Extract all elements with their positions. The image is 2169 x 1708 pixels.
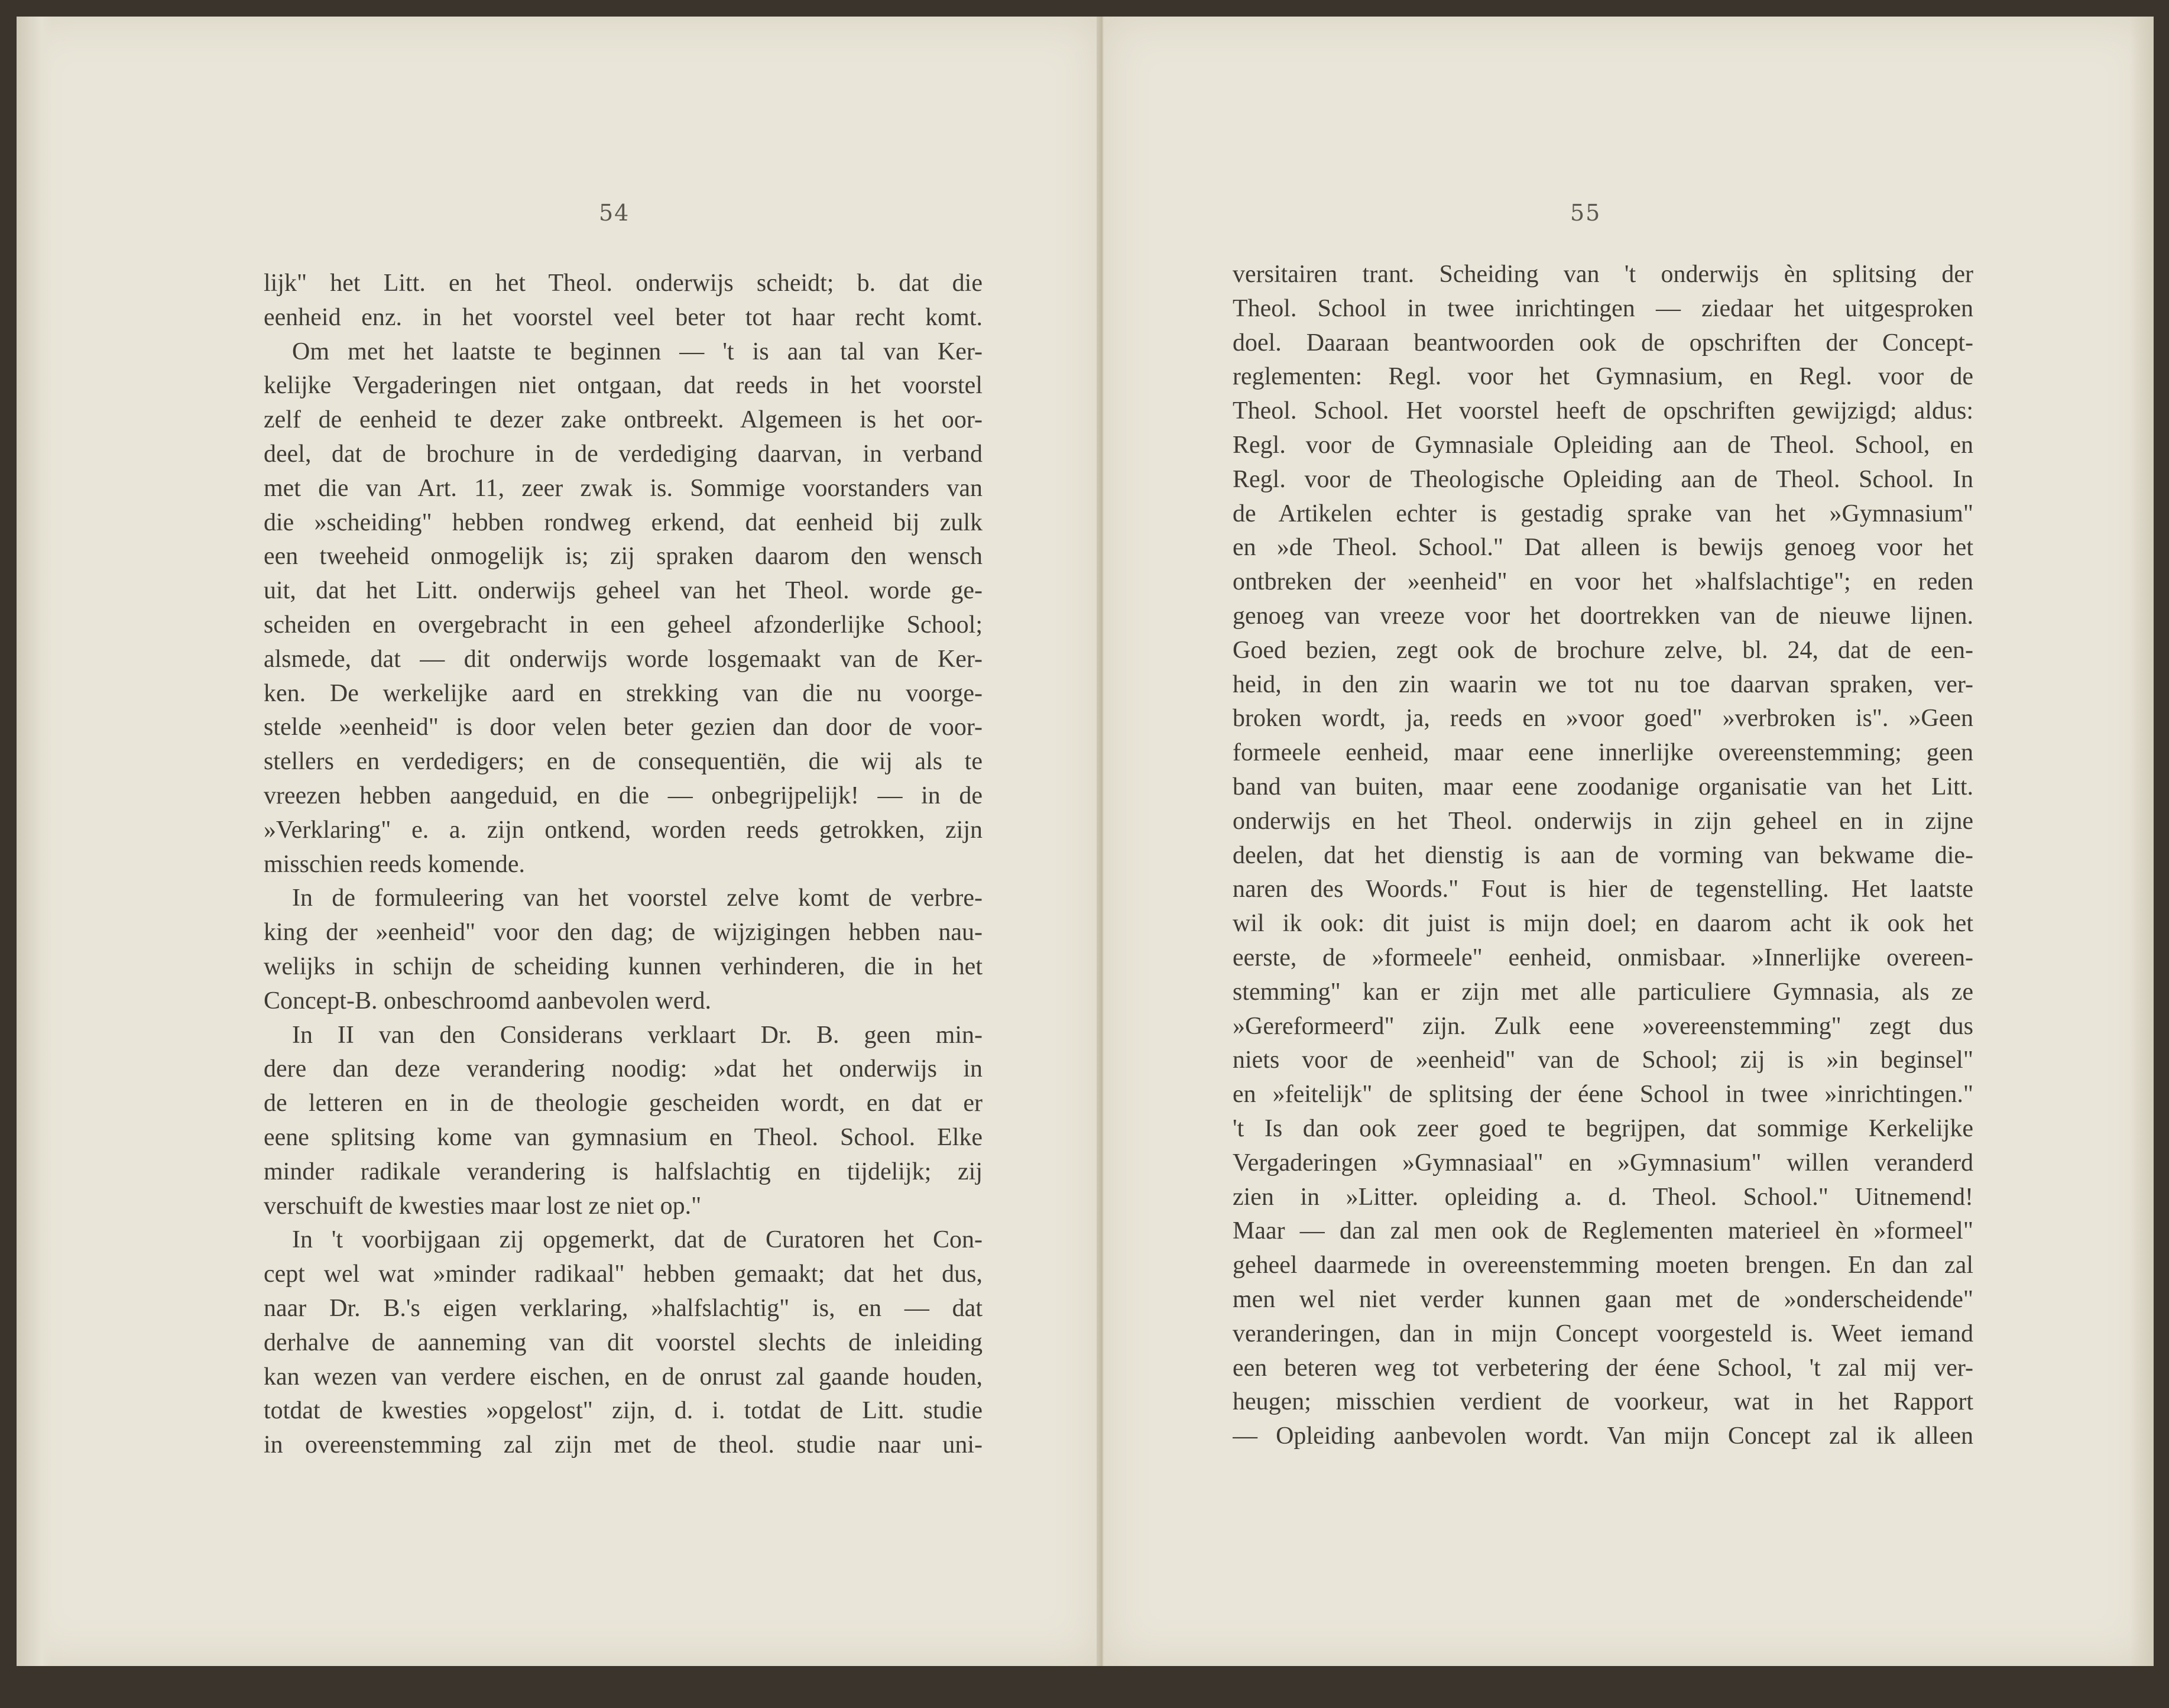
text-line: heid, in den zin waarin we tot nu toe daarvan spraken, ver- (1233, 670, 1973, 698)
text-line: geheel daarmede in overeenstemming moeten brengen. En dan zal (1233, 1252, 1973, 1279)
text-line: stelde »eenheid" is door velen beter gezien dan door de voor- (264, 714, 983, 741)
page-number-right: 55 (1570, 200, 1601, 226)
text-line: die »scheiding" hebben rondweg erkend, dat eenheid bij zulk (264, 508, 983, 536)
text-line: »Gereformeerd" zijn. Zulk eene »overeenstemming" zegt dus (1233, 1012, 1973, 1040)
text-line: stellers en verdedigers; en de consequentiën, die wij als te (264, 748, 983, 776)
text-line: onderwijs en het Theol. onderwijs in zijn geheel en in zijne (1233, 807, 1973, 835)
text-line: Om met het laatste te beginnen — 't is aan tal van Ker- (292, 338, 983, 365)
text-line: een beteren weg tot verbetering der éene School, 't zal mij ver- (1233, 1354, 1973, 1382)
text-line: broken wordt, ja, reeds en »voor goed" »verbroken is". »Geen (1233, 705, 1973, 733)
text-line: In 't voorbijgaan zij opgemerkt, dat de Curatoren het Con- (292, 1226, 983, 1254)
text-line: formeele eenheid, maar eene innerlijke overeenstemming; geen (1233, 739, 1973, 767)
right-page (1103, 17, 2154, 1666)
text-line: vreezen hebben aangeduid, en die — onbegrijpelijk! — in de (264, 782, 983, 809)
text-line: versitairen trant. Scheiding van 't onderwijs èn splitsing der (1233, 261, 1973, 288)
text-line: reglementen: Regl. voor het Gymnasium, en Regl. voor de (1233, 363, 1973, 391)
text-line: doel. Daaraan beantwoorden ook de opschriften der Concept- (1233, 329, 1973, 356)
text-line: de Artikelen echter is gestadig sprake van het »Gymnasium" (1233, 500, 1973, 527)
text-line: deelen, dat het dienstig is aan de vorming van bekwame die- (1233, 841, 1973, 869)
text-line: Concept-B. onbeschroomd aanbevolen werd. (264, 987, 711, 1015)
text-line: eerste, de »formeele" eenheid, onmisbaar. »Innerlijke overeen- (1233, 944, 1973, 971)
text-line: niets voor de »eenheid" van de School; zij is »in beginsel" (1233, 1046, 1973, 1074)
text-line: stemming" kan er zijn met alle particuliere Gymnasia, als ze (1233, 978, 1973, 1006)
text-line: In II van den Considerans verklaart Dr. B. geen min- (292, 1021, 983, 1049)
text-line: en »de Theol. School." Dat alleen is bewijs genoeg voor het (1233, 534, 1973, 562)
text-line: ken. De werkelijke aard en strekking van die nu voorge- (264, 679, 983, 707)
text-line: Theol. School. Het voorstel heeft de opschriften gewijzigd; aldus: (1233, 397, 1973, 425)
text-line: zelf de eenheid te dezer zake ontbreekt. Algemeen is het oor- (264, 406, 983, 434)
text-line: zien in »Litter. opleiding a. d. Theol. School." Uitnemend! (1233, 1183, 1973, 1211)
text-line: scheiden en overgebracht in een geheel afzonderlijke School; (264, 611, 983, 639)
text-line: kan wezen van verdere eischen, en de onrust zal gaande houden, (264, 1363, 983, 1391)
text-line: welijks in schijn de scheiding kunnen verhinderen, die in het (264, 952, 983, 980)
text-line: dere dan deze verandering noodig: »dat het onderwijs in (264, 1055, 983, 1083)
text-line: kelijke Vergaderingen niet ontgaan, dat reeds in het voorstel (264, 372, 983, 400)
left-page (17, 17, 1103, 1666)
text-line: de letteren en in de theologie gescheiden wordt, en dat er (264, 1090, 983, 1117)
text-line: eene splitsing kome van gymnasium en Theol. School. Elke (264, 1123, 983, 1151)
text-line: naren des Woords." Fout is hier de tegenstelling. Het laatste (1233, 876, 1973, 903)
text-line: in overeenstemming zal zijn met de theol. studie naar uni- (264, 1431, 983, 1459)
text-line: en »feitelijk" de splitsing der éene School in twee »inrichtingen." (1233, 1081, 1973, 1109)
text-line: naar Dr. B.'s eigen verklaring, »halfslachtig" is, en — dat (264, 1294, 983, 1322)
text-line: — Opleiding aanbevolen wordt. Van mijn Concept zal ik alleen (1233, 1422, 1973, 1450)
text-line: Regl. voor de Gymnasiale Opleiding aan de Theol. School, en (1233, 431, 1973, 459)
text-line: Regl. voor de Theologische Opleiding aan de Theol. School. In (1233, 465, 1973, 493)
text-line: deel, dat de brochure in de verdediging daarvan, in verband (264, 440, 983, 468)
left-page-text (264, 267, 983, 1463)
text-line: wil ik ook: dit juist is mijn doel; en daarom acht ik ook het (1233, 910, 1973, 938)
text-line: misschien reeds komende. (264, 850, 526, 878)
text-line: Theol. School in twee inrichtingen — ziedaar het uitgesproken (1233, 294, 1973, 322)
text-line: Maar — dan zal men ook de Reglementen materieel èn »formeel" (1233, 1217, 1973, 1245)
right-page-text (1233, 258, 1973, 1454)
text-line: heugen; misschien verdient de voorkeur, wat in het Rapport (1233, 1388, 1973, 1416)
page-number-left: 54 (599, 200, 630, 226)
text-line: In de formuleering van het voorstel zelve komt de verbre- (292, 884, 983, 912)
text-line: men wel niet verder kunnen gaan met de »onderscheidende" (1233, 1285, 1973, 1313)
text-line: band van buiten, maar eene zoodanige organisatie van het Litt. (1233, 773, 1973, 800)
text-line: verschuift de kwesties maar lost ze niet op." (264, 1192, 702, 1220)
text-line: king der »eenheid" voor den dag; de wijzigingen hebben nau- (264, 919, 983, 947)
text-line: 't Is dan ook zeer goed te begrijpen, dat sommige Kerkelijke (1233, 1114, 1973, 1142)
text-line: ontbreken der »eenheid" en voor het »halfslachtige"; en reden (1233, 568, 1973, 596)
text-line: »Verklaring" e. a. zijn ontkend, worden reeds getrokken, zijn (264, 816, 983, 844)
text-line: Vergaderingen »Gymnasiaal" en »Gymnasium" willen veranderd (1233, 1149, 1973, 1177)
text-line: veranderingen, dan in mijn Concept voorgesteld is. Weet iemand (1233, 1320, 1973, 1347)
text-line: genoeg van vreeze voor het doortrekken van de nieuwe lijnen. (1233, 602, 1973, 630)
text-line: totdat de kwesties »opgelost" zijn, d. i. totdat de Litt. studie (264, 1397, 983, 1425)
text-line: cept wel wat »minder radikaal" hebben gemaakt; dat het dus, (264, 1260, 983, 1288)
text-line: met die van Art. 11, zeer zwak is. Sommige voorstanders van (264, 474, 983, 502)
text-line: derhalve de aanneming van dit voorstel slechts de inleiding (264, 1328, 983, 1356)
text-line: minder radikale verandering is halfslachtig en tijdelijk; zij (264, 1158, 983, 1185)
text-line: uit, dat het Litt. onderwijs geheel van het Theol. worde ge- (264, 577, 983, 605)
text-line: lijk" het Litt. en het Theol. onderwijs scheidt; b. dat die (264, 270, 983, 297)
text-line: eenheid enz. in het voorstel veel beter tot haar recht komt. (264, 303, 983, 331)
text-line: alsmede, dat — dit onderwijs worde losgemaakt van de Ker- (264, 645, 983, 673)
text-line: een tweeheid onmogelijk is; zij spraken daarom den wensch (264, 543, 983, 571)
text-line: Goed bezien, zegt ook de brochure zelve, bl. 24, dat de een- (1233, 636, 1973, 664)
